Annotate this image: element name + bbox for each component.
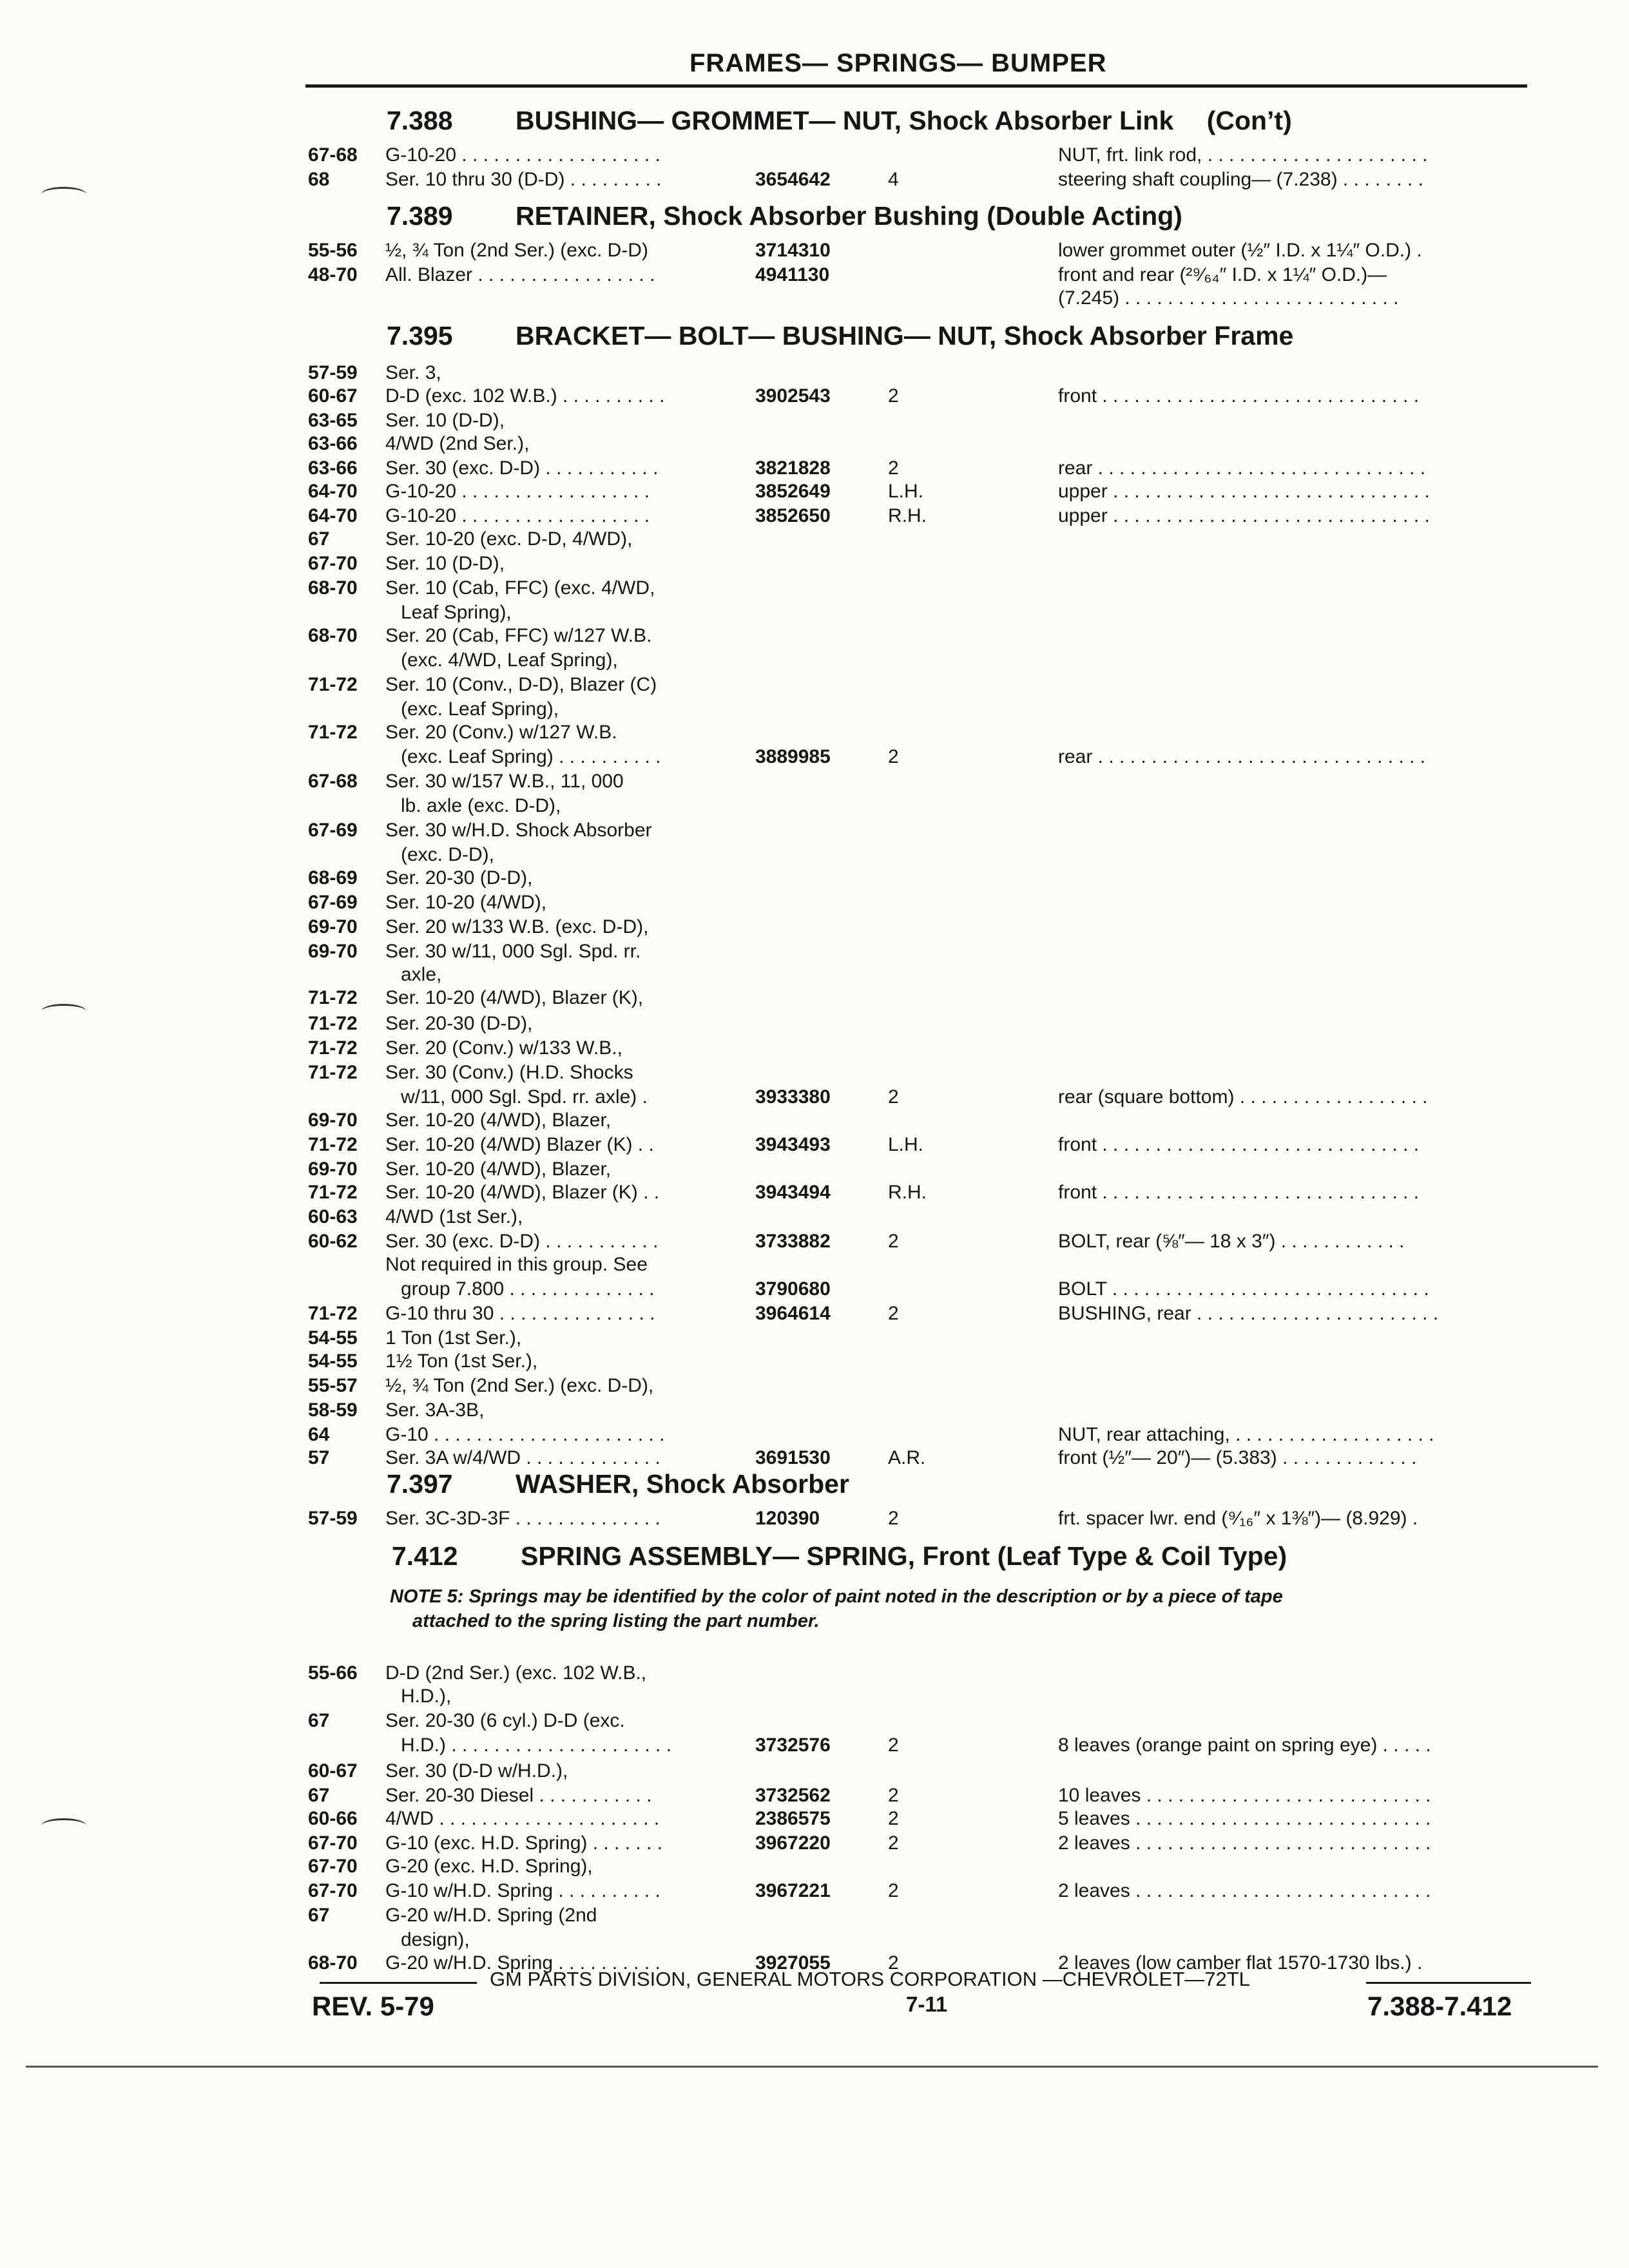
footer-range: 7.388-7.412 (1367, 1991, 1512, 2021)
parts-row (0, 577, 1629, 601)
row-desc: H.D.), (401, 1686, 452, 1707)
note-5-cont: attached to the spring listing the part number. (412, 1611, 820, 1631)
parts-row (0, 362, 1629, 386)
parts-row (0, 1206, 1629, 1230)
footer-rev: REV. 5-79 (312, 1991, 434, 2021)
parts-row (0, 1686, 1629, 1709)
row-desc: G-10 . . . . . . . . . . . . . . . . . . . . . . (385, 1424, 665, 1445)
parts-row (0, 528, 1629, 552)
row-part-number: 3821828 (755, 457, 831, 479)
row-part-number: 3852649 (755, 481, 831, 502)
row-desc: Ser. 3A-3B, (385, 1399, 485, 1421)
row-quantity: 2 (888, 1303, 899, 1324)
row-year: 71-72 (308, 722, 358, 743)
row-year: 57-59 (308, 362, 358, 383)
parts-row (0, 1929, 1629, 1953)
row-desc: G-20 w/H.D. Spring . . . . . . . . . . (385, 1952, 660, 1974)
parts-row (0, 1710, 1629, 1734)
row-desc: Ser. 10 (D-D), (385, 553, 505, 574)
row-desc: G-10-20 . . . . . . . . . . . . . . . . . . (385, 505, 650, 526)
row-desc: 4/WD . . . . . . . . . . . . . . . . . . . . . (385, 1808, 660, 1829)
row-part-number: 3943493 (755, 1134, 831, 1155)
bottom-rule (26, 2066, 1598, 2068)
row-remarks: 2 leaves . . . . . . . . . . . . . . . . . . . . . . . . . . . . (1058, 1832, 1431, 1854)
row-desc: Ser. 20-30 (D-D), (385, 1013, 533, 1034)
row-desc: Ser. 10 (Cab, FFC) (exc. 4/WD, (385, 577, 655, 599)
row-desc: G-10 thru 30 . . . . . . . . . . . . . . . (385, 1303, 655, 1324)
row-remarks: BUSHING, rear . . . . . . . . . . . . . . . . . . . . . . . (1058, 1303, 1439, 1324)
row-desc: group 7.800 . . . . . . . . . . . . . . (401, 1278, 655, 1300)
row-part-number: 3902543 (755, 385, 831, 407)
row-year: 67 (308, 1785, 330, 1806)
row-desc: Ser. 20-30 (6 cyl.) D-D (exc. (385, 1710, 625, 1731)
row-remarks: lower grommet outer (½″ I.D. x 1¼″ O.D.) . (1058, 240, 1422, 261)
parts-row (0, 505, 1629, 529)
row-quantity: 2 (888, 457, 899, 479)
row-year: 57-59 (308, 1508, 358, 1529)
row-year: 57 (308, 1447, 330, 1468)
row-desc: Ser. 3C-3D-3F . . . . . . . . . . . . . . (385, 1508, 660, 1529)
row-year: 63-66 (308, 433, 358, 454)
row-year: 69-70 (308, 916, 358, 937)
row-desc: Ser. 10-20 (4/WD), Blazer, (385, 1158, 612, 1180)
row-year: 60-67 (308, 1760, 358, 1782)
row-year: 67-70 (308, 1832, 358, 1854)
row-remarks: frt. spacer lwr. end (⁹⁄₁₆″ x 1⅜″)— (8.929) . (1058, 1508, 1418, 1529)
row-desc: G-10 (exc. H.D. Spring) . . . . . . . (385, 1832, 663, 1854)
parts-row (0, 1905, 1629, 1928)
row-remarks: 5 leaves . . . . . . . . . . . . . . . . . . . . . . . . . . . . (1058, 1808, 1431, 1829)
parts-row (0, 264, 1629, 288)
row-remarks: rear . . . . . . . . . . . . . . . . . . . . . . . . . . . . . . . (1058, 457, 1426, 479)
parts-row (0, 1856, 1629, 1879)
row-desc: Ser. 20 (Conv.) w/127 W.B. (385, 722, 617, 743)
parts-row (0, 1037, 1629, 1061)
section-header-7-389: 7.389 RETAINER, Shock Absorber Bushing (Double Acting) (387, 201, 1182, 231)
row-remarks: (7.245) . . . . . . . . . . . . . . . . . . . . . . . . . . (1058, 287, 1399, 309)
row-remarks: 2 leaves (low camber flat 1570-1730 lbs.) . (1058, 1952, 1423, 1974)
row-remarks: front (½″— 20″)— (5.383) . . . . . . . . . . . . . (1058, 1447, 1417, 1468)
parts-row (0, 1662, 1629, 1686)
parts-row (0, 1231, 1629, 1254)
row-year: 67 (308, 1710, 330, 1731)
row-desc: lb. axle (exc. D-D), (401, 795, 561, 816)
row-quantity: 2 (888, 1952, 899, 1974)
row-quantity: 2 (888, 1508, 899, 1529)
row-desc: 1 Ton (1st Ser.), (385, 1327, 522, 1349)
row-desc: G-20 (exc. H.D. Spring), (385, 1856, 593, 1877)
row-part-number: 3967221 (755, 1880, 831, 1901)
row-desc: w/11, 000 Sgl. Spd. rr. axle) . (401, 1086, 648, 1108)
row-year: 54-55 (308, 1327, 358, 1349)
row-quantity: L.H. (888, 481, 924, 502)
parts-row (0, 1182, 1629, 1206)
row-remarks: front . . . . . . . . . . . . . . . . . . . . . . . . . . . . . . (1058, 1182, 1420, 1203)
parts-row (0, 1424, 1629, 1448)
row-year: 71-72 (308, 1062, 358, 1083)
binding-mark (41, 187, 86, 202)
row-desc: D-D (exc. 102 W.B.) . . . . . . . . . . (385, 385, 665, 407)
note-5: NOTE 5: Springs may be identified by the color of paint noted in the description or by a piece of tape (390, 1586, 1283, 1607)
parts-row (0, 722, 1629, 745)
row-desc: Ser. 3A w/4/WD . . . . . . . . . . . . . (385, 1447, 660, 1468)
row-remarks: NUT, frt. link rod, . . . . . . . . . . . . . . . . . . . . . (1058, 144, 1428, 166)
row-year: 60-66 (308, 1808, 358, 1829)
row-desc: 4/WD (2nd Ser.), (385, 433, 530, 454)
row-part-number: 3790680 (755, 1278, 831, 1300)
row-year: 55-57 (308, 1375, 358, 1396)
row-part-number: 3889985 (755, 746, 831, 767)
row-remarks: NUT, rear attaching, . . . . . . . . . . . . . . . . . . . (1058, 1424, 1434, 1445)
row-desc: Ser. 10-20 (4/WD), Blazer (K) . . (385, 1182, 660, 1203)
row-quantity: 2 (888, 746, 899, 767)
row-year: 71-72 (308, 1182, 358, 1203)
parts-row (0, 746, 1629, 770)
row-part-number: 3943494 (755, 1182, 831, 1203)
parts-row (0, 1327, 1629, 1351)
row-quantity: 2 (888, 1832, 899, 1854)
row-desc: Ser. 30 w/11, 000 Sgl. Spd. rr. (385, 941, 641, 962)
row-year: 48-70 (308, 264, 358, 285)
row-desc: Ser. 30 w/157 W.B., 11, 000 (385, 771, 624, 792)
row-desc: Leaf Spring), (401, 602, 512, 623)
row-desc: Ser. 10-20 (exc. D-D, 4/WD), (385, 528, 633, 550)
parts-row (0, 1062, 1629, 1086)
row-quantity: A.R. (888, 1447, 926, 1468)
row-year: 67-69 (308, 892, 358, 913)
row-quantity: 2 (888, 1086, 899, 1108)
parts-row (0, 433, 1629, 457)
footer-division: GM PARTS DIVISION, GENERAL MOTORS CORPORATION —CHEVROLET—72TL (490, 1968, 1250, 1990)
row-quantity: 4 (888, 169, 899, 190)
row-desc: G-10 w/H.D. Spring . . . . . . . . . . (385, 1880, 660, 1901)
row-part-number: 3967220 (755, 1832, 831, 1854)
row-desc: G-10-20 . . . . . . . . . . . . . . . . . . . (385, 144, 660, 166)
row-desc: D-D (2nd Ser.) (exc. 102 W.B., (385, 1662, 647, 1684)
row-desc: 1½ Ton (1st Ser.), (385, 1350, 538, 1372)
parts-row (0, 1086, 1629, 1110)
parts-row (0, 1375, 1629, 1399)
row-remarks: 10 leaves . . . . . . . . . . . . . . . . . . . . . . . . . . . (1058, 1785, 1431, 1806)
row-year: 67-68 (308, 771, 358, 792)
parts-row (0, 240, 1629, 264)
parts-row (0, 1760, 1629, 1784)
row-year: 69-70 (308, 1158, 358, 1180)
row-desc: Ser. 30 (D-D w/H.D.), (385, 1760, 568, 1782)
row-remarks: front and rear (²⁹⁄₆₄″ I.D. x 1¼″ O.D.)— (1058, 264, 1387, 285)
row-desc: design), (401, 1929, 470, 1950)
row-desc: Ser. 10 (Conv., D-D), Blazer (C) (385, 674, 657, 695)
row-desc: (exc. Leaf Spring) . . . . . . . . . . (401, 746, 661, 767)
row-remarks: BOLT, rear (⅝″— 18 x 3″) . . . . . . . . . . . . (1058, 1231, 1405, 1252)
parts-row (0, 674, 1629, 698)
row-desc: Ser. 3, (385, 362, 441, 383)
row-part-number: 120390 (755, 1508, 820, 1529)
row-year: 64 (308, 1424, 330, 1445)
parts-row (0, 1350, 1629, 1374)
row-desc: G-20 w/H.D. Spring (2nd (385, 1905, 597, 1926)
binding-mark (41, 1004, 86, 1019)
row-desc: Ser. 30 (Conv.) (H.D. Shocks (385, 1062, 633, 1083)
row-desc: Ser. 10-20 (4/WD) Blazer (K) . . (385, 1134, 654, 1155)
row-remarks: steering shaft coupling— (7.238) . . . . . . . . (1058, 169, 1423, 190)
parts-row (0, 1880, 1629, 1904)
parts-row (0, 1832, 1629, 1856)
parts-row (0, 820, 1629, 843)
parts-row (0, 1808, 1629, 1832)
parts-row (0, 1399, 1629, 1423)
row-part-number: 3691530 (755, 1447, 831, 1468)
row-desc: (exc. Leaf Spring), (401, 698, 559, 720)
row-desc: Ser. 10 thru 30 (D-D) . . . . . . . . . (385, 169, 662, 190)
row-year: 71-72 (308, 1303, 358, 1324)
parts-row (0, 867, 1629, 891)
row-year: 71-72 (308, 1134, 358, 1155)
row-year: 71-72 (308, 1013, 358, 1034)
row-remarks: rear (square bottom) . . . . . . . . . . . . . . . . . . (1058, 1086, 1428, 1108)
row-year: 68 (308, 169, 330, 190)
row-desc: ½, ¾ Ton (2nd Ser.) (exc. D-D) (385, 240, 648, 261)
parts-row (0, 1278, 1629, 1302)
row-part-number: 3733882 (755, 1231, 831, 1252)
footer-rule-right (1366, 1982, 1531, 1984)
row-quantity: 2 (888, 1880, 899, 1901)
row-quantity: R.H. (888, 505, 927, 526)
parts-row (0, 1447, 1629, 1471)
row-year: 68-70 (308, 577, 358, 599)
row-remarks: upper . . . . . . . . . . . . . . . . . . . . . . . . . . . . . . (1058, 481, 1430, 502)
row-remarks: upper . . . . . . . . . . . . . . . . . . . . . . . . . . . . . . (1058, 505, 1430, 526)
row-remarks: 8 leaves (orange paint on spring eye) . . . . . (1058, 1735, 1431, 1756)
row-year: 55-56 (308, 240, 358, 261)
parts-row (0, 553, 1629, 577)
row-part-number: 2386575 (755, 1808, 831, 1829)
row-year: 68-69 (308, 867, 358, 889)
row-year: 71-72 (308, 674, 358, 695)
row-year: 63-66 (308, 457, 358, 479)
row-year: 64-70 (308, 481, 358, 502)
row-desc: All. Blazer . . . . . . . . . . . . . . . . . (385, 264, 655, 285)
section-header-7-412: 7.412 SPRING ASSEMBLY— SPRING, Front (Leaf Type & Coil Type) (392, 1541, 1287, 1571)
section-header-7-397: 7.397 WASHER, Shock Absorber (387, 1469, 849, 1499)
parts-row (0, 1785, 1629, 1809)
parts-row (0, 964, 1629, 988)
row-year: 67-70 (308, 553, 358, 574)
row-part-number: 3732562 (755, 1785, 831, 1806)
row-year: 55-66 (308, 1662, 358, 1684)
parts-row (0, 1254, 1629, 1278)
row-part-number: 3732576 (755, 1735, 831, 1756)
row-desc: Ser. 10-20 (4/WD), Blazer (K), (385, 987, 644, 1008)
row-year: 67 (308, 1905, 330, 1926)
row-year: 71-72 (308, 987, 358, 1008)
row-desc: H.D.) . . . . . . . . . . . . . . . . . . . . . (401, 1735, 672, 1756)
parts-row (0, 916, 1629, 940)
top-rule (305, 84, 1527, 88)
parts-row (0, 481, 1629, 505)
row-year: 63-65 (308, 410, 358, 431)
row-desc: Ser. 30 w/H.D. Shock Absorber (385, 820, 652, 841)
row-desc: Ser. 10-20 (4/WD), (385, 892, 547, 913)
row-desc: (exc. D-D), (401, 844, 494, 865)
row-desc: Ser. 10-20 (4/WD), Blazer, (385, 1110, 612, 1131)
row-year: 67 (308, 528, 330, 550)
parts-row (0, 987, 1629, 1011)
row-quantity: 2 (888, 1785, 899, 1806)
row-desc: axle, (401, 964, 442, 985)
row-part-number: 3852650 (755, 505, 831, 526)
parts-row (0, 385, 1629, 409)
section-header-7-395: 7.395 BRACKET— BOLT— BUSHING— NUT, Shock Absorber Frame (387, 321, 1294, 351)
parts-row (0, 287, 1629, 311)
row-desc: Ser. 30 (exc. D-D) . . . . . . . . . . . (385, 457, 659, 479)
parts-row (0, 941, 1629, 965)
row-desc: G-10-20 . . . . . . . . . . . . . . . . . . (385, 481, 650, 502)
row-year: 60-63 (308, 1206, 358, 1227)
row-year: 67-70 (308, 1856, 358, 1877)
row-desc: Ser. 20 (Cab, FFC) w/127 W.B. (385, 625, 652, 646)
row-year: 69-70 (308, 941, 358, 962)
row-part-number: 3964614 (755, 1303, 831, 1324)
row-desc: 4/WD (1st Ser.), (385, 1206, 523, 1227)
row-year: 64-70 (308, 505, 358, 526)
row-desc: Not required in this group. See (385, 1254, 648, 1275)
parts-row (0, 169, 1629, 193)
footer-rule-left (320, 1982, 477, 1984)
row-remarks: front . . . . . . . . . . . . . . . . . . . . . . . . . . . . . . (1058, 385, 1420, 407)
row-year: 58-59 (308, 1399, 358, 1421)
row-quantity: 2 (888, 1231, 899, 1252)
footer-page-number: 7-11 (906, 1992, 948, 2016)
row-year: 60-62 (308, 1231, 358, 1252)
row-desc: Ser. 10 (D-D), (385, 410, 505, 431)
row-year: 69-70 (308, 1110, 358, 1131)
row-quantity: 2 (888, 1735, 899, 1756)
row-desc: Ser. 20-30 Diesel . . . . . . . . . . . (385, 1785, 652, 1806)
parts-row (0, 771, 1629, 794)
row-quantity: L.H. (888, 1134, 924, 1155)
parts-row (0, 625, 1629, 649)
parts-row (0, 698, 1629, 722)
row-part-number: 3654642 (755, 169, 831, 190)
parts-row (0, 410, 1629, 434)
row-quantity: 2 (888, 385, 899, 407)
row-part-number: 3933380 (755, 1086, 831, 1108)
binding-mark (41, 1818, 86, 1833)
parts-row (0, 144, 1629, 168)
row-remarks: rear . . . . . . . . . . . . . . . . . . . . . . . . . . . . . . . (1058, 746, 1426, 767)
row-year: 71-72 (308, 1037, 358, 1059)
row-desc: Ser. 20 w/133 W.B. (exc. D-D), (385, 916, 649, 937)
row-quantity: R.H. (888, 1182, 927, 1203)
parts-row (0, 1508, 1629, 1532)
row-desc: Ser. 20 (Conv.) w/133 W.B., (385, 1037, 622, 1059)
parts-row (0, 649, 1629, 673)
row-part-number: 3714310 (755, 240, 831, 261)
row-desc: (exc. 4/WD, Leaf Spring), (401, 649, 618, 671)
parts-row (0, 844, 1629, 868)
parts-row (0, 1158, 1629, 1182)
row-year: 67-68 (308, 144, 358, 166)
parts-row (0, 457, 1629, 481)
page-title: FRAMES— SPRINGS— BUMPER (689, 49, 1107, 77)
row-year: 54-55 (308, 1350, 358, 1372)
parts-row (0, 1110, 1629, 1133)
row-remarks: BOLT . . . . . . . . . . . . . . . . . . . . . . . . . . . . . . (1058, 1278, 1429, 1300)
row-year: 67-69 (308, 820, 358, 841)
parts-row (0, 1134, 1629, 1158)
row-remarks: front . . . . . . . . . . . . . . . . . . . . . . . . . . . . . . (1058, 1134, 1420, 1155)
row-desc: Ser. 30 (exc. D-D) . . . . . . . . . . . (385, 1231, 659, 1252)
parts-row (0, 602, 1629, 626)
parts-row (0, 795, 1629, 819)
row-remarks: 2 leaves . . . . . . . . . . . . . . . . . . . . . . . . . . . . (1058, 1880, 1431, 1901)
parts-row (0, 1303, 1629, 1327)
parts-row (0, 1735, 1629, 1758)
row-part-number: 4941130 (755, 264, 830, 285)
row-year: 68-70 (308, 625, 358, 646)
section-header-7-388: 7.388 BUSHING— GROMMET— NUT, Shock Absorber Link (Con’t) (387, 106, 1292, 135)
row-desc: ½, ¾ Ton (2nd Ser.) (exc. D-D), (385, 1375, 654, 1396)
row-desc: Ser. 20-30 (D-D), (385, 867, 533, 889)
row-part-number: 3927055 (755, 1952, 831, 1974)
row-year: 60-67 (308, 385, 358, 407)
row-year: 67-70 (308, 1880, 358, 1901)
parts-row (0, 892, 1629, 916)
parts-row (0, 1013, 1629, 1037)
row-year: 68-70 (308, 1952, 358, 1974)
row-quantity: 2 (888, 1808, 899, 1829)
